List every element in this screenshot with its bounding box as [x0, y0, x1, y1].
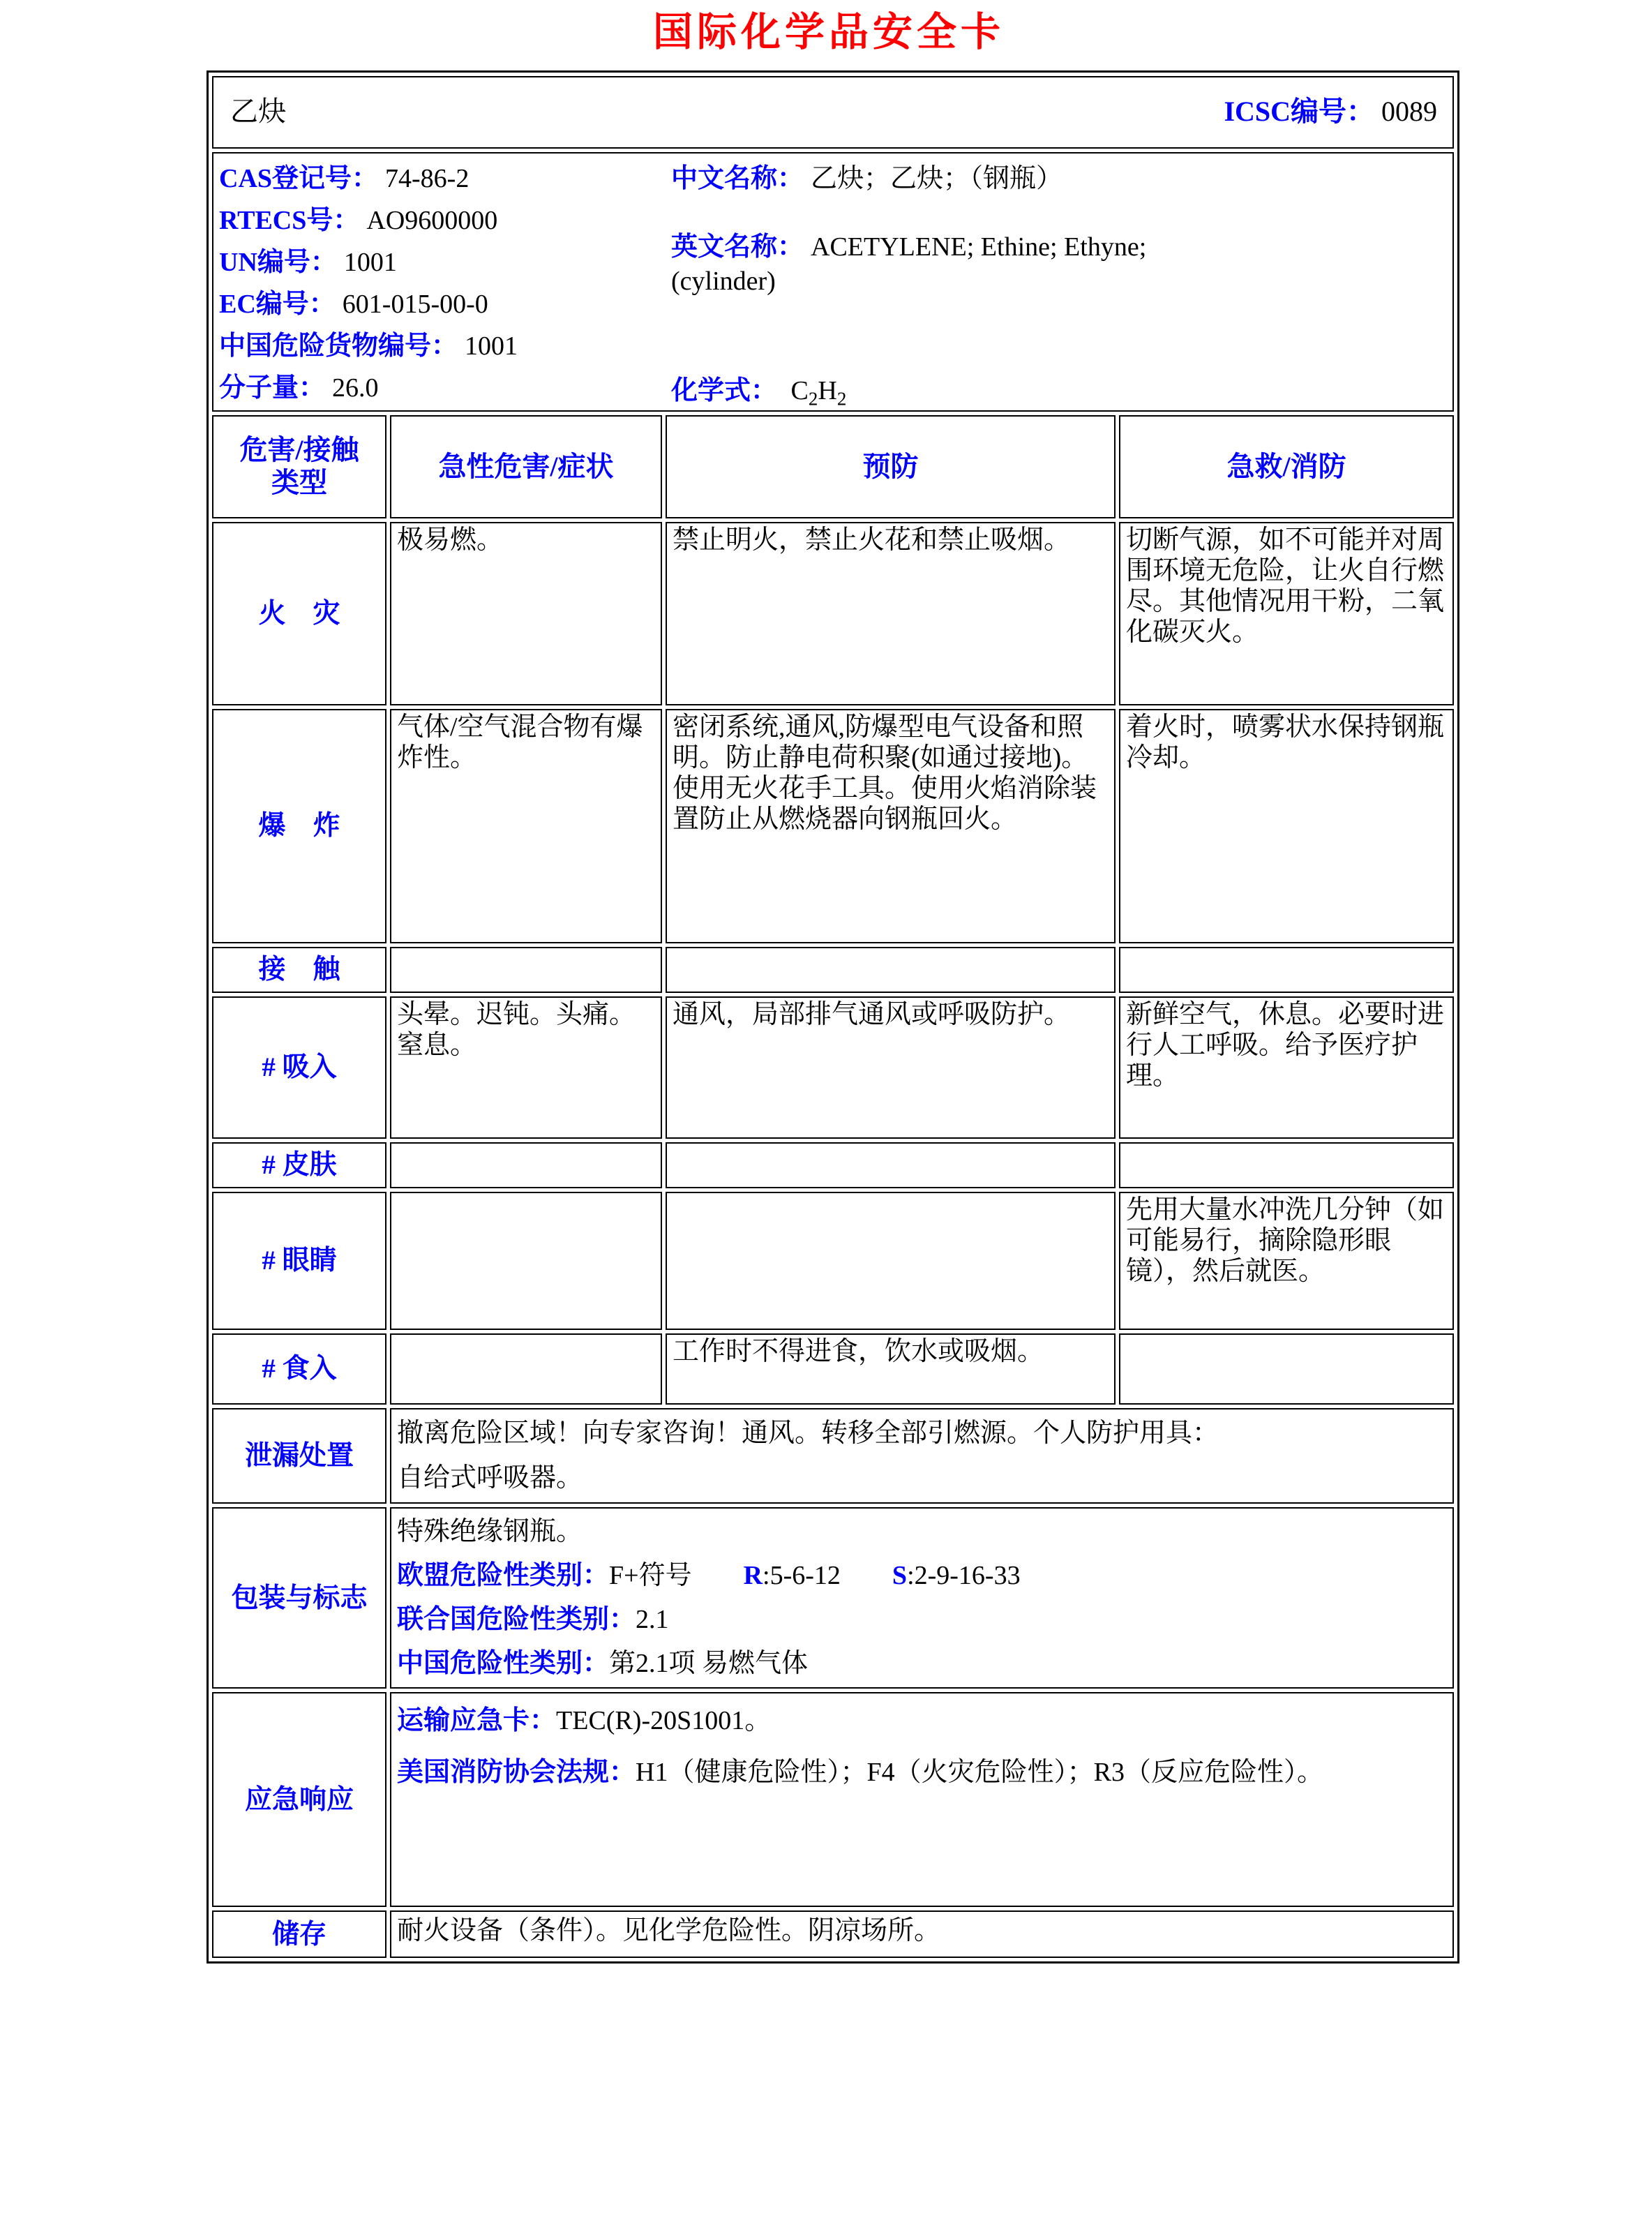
explosion-hazards-cell: 气体/空气混合物有爆炸性。: [390, 709, 662, 943]
chinese-name: 中文名称： 乙炔；乙炔；（钢瓶）: [671, 163, 1063, 193]
emergency-content: [390, 1692, 1454, 1907]
exposure-response-cell: [1119, 947, 1454, 993]
eyes-prevention-cell: [666, 1192, 1116, 1330]
storage-label: 储存: [212, 1910, 386, 1958]
row-explosion: [212, 709, 1454, 943]
packaging-eu-class: 欧盟危险性类别：F+符号 R:5-6-12 S:2-9-16-33: [397, 1561, 1021, 1591]
ingestion-prevention-cell: 工作时不得进食，饮水或吸烟。: [666, 1333, 1116, 1405]
header-prevention: 预防: [666, 415, 1116, 518]
identification-cell: [212, 152, 1454, 412]
icsc-number: ICSC编号： 0089: [1224, 96, 1438, 128]
emergency-nfpa: 美国消防协会法规：H1（健康危险性）；F4（火灾危险性）；R3（反应危险性）。: [397, 1758, 1323, 1788]
inhalation-hazards-cell: 头晕。迟钝。头痛。窒息。: [390, 996, 662, 1139]
fire-type-label: 火 灾: [212, 522, 386, 705]
icsc-label: ICSC编号：: [1224, 96, 1375, 128]
fire-response-cell: 切断气源，如不可能并对周围环境无危险，让火自行燃尽。其他情况用干粉，二氧化碳灭火。: [1119, 522, 1454, 705]
chemical-formula: 化学式： $C_2H_2$: [671, 375, 847, 410]
row-ingestion: [212, 1333, 1454, 1405]
identification-left-column: [219, 158, 671, 412]
row-skin: [212, 1142, 1454, 1188]
name-cell: [212, 76, 1454, 149]
fire-prevention-cell: 禁止明火，禁止火花和禁止吸烟。: [666, 522, 1116, 705]
row-fire: [212, 522, 1454, 705]
skin-hazards-cell: [390, 1142, 662, 1188]
rtecs-number: RTECS号： AO9600000: [219, 205, 498, 235]
explosion-type-label: 爆 炸: [212, 709, 386, 943]
china-dangerous-goods-number: 中国危险货物编号： 1001: [219, 331, 518, 361]
ec-number: EC编号： 601-015-00-0: [219, 289, 488, 319]
ingestion-hazards-cell: [390, 1333, 662, 1405]
spill-label: 泄漏处置: [212, 1408, 386, 1504]
eyes-hazards-cell: [390, 1192, 662, 1330]
fire-hazards-cell: 极易燃。: [390, 522, 662, 705]
substance-name: 乙炔: [230, 96, 286, 128]
page-title: 国际化学品安全卡: [653, 10, 1005, 54]
emergency-tec: 运输应急卡：TEC(R)-20S1001。: [397, 1706, 772, 1736]
row-inhalation: [212, 996, 1454, 1139]
skin-response-cell: [1119, 1142, 1454, 1188]
ingestion-type-label: # 食入: [212, 1333, 386, 1405]
english-name: 英文名称： ACETYLENE; Ethine; Ethyne; (cylinder): [671, 232, 1147, 297]
hazard-header-row: [212, 415, 1454, 518]
row-eyes: [212, 1192, 1454, 1330]
packaging-content: [390, 1507, 1454, 1689]
name-row: [212, 76, 1454, 149]
header-acute-hazards: 急性危害/症状: [390, 415, 662, 518]
storage-content: 耐火设备（条件）。见化学危险性。阴凉场所。: [390, 1910, 1454, 1958]
cas-number: CAS登记号： 74-86-2: [219, 163, 470, 193]
identification-right-column: [671, 158, 1447, 412]
identification-row: [212, 152, 1454, 412]
packaging-cylinder-note: 特殊绝缘钢瓶。: [397, 1517, 583, 1547]
exposure-prevention-cell: [666, 947, 1116, 993]
row-spill-disposal: [212, 1408, 1454, 1504]
emergency-label: 应急响应: [212, 1692, 386, 1907]
header-hazard-type: 危害/接触 类型: [212, 415, 386, 518]
row-packaging: [212, 1507, 1454, 1689]
exposure-type-label: 接 触: [212, 947, 386, 993]
inhalation-response-cell: 新鲜空气，休息。必要时进行人工呼吸。给予医疗护理。: [1119, 996, 1454, 1139]
molecular-weight: 分子量： 26.0: [219, 373, 379, 403]
packaging-un-class: 联合国危险性类别：2.1: [397, 1605, 669, 1635]
exposure-hazards-cell: [390, 947, 662, 993]
inhalation-type-label: # 吸入: [212, 996, 386, 1139]
spill-content: 撤离危险区域！向专家咨询！通风。转移全部引燃源。个人防护用具： 自给式呼吸器。: [390, 1408, 1454, 1504]
eyes-type-label: # 眼睛: [212, 1192, 386, 1330]
row-storage: [212, 1910, 1454, 1958]
inhalation-prevention-cell: 通风，局部排气通风或呼吸防护。: [666, 996, 1116, 1139]
explosion-response-cell: 着火时，喷雾状水保持钢瓶冷却。: [1119, 709, 1454, 943]
row-exposure: [212, 947, 1454, 993]
skin-type-label: # 皮肤: [212, 1142, 386, 1188]
un-number: UN编号： 1001: [219, 247, 397, 277]
eyes-response-cell: 先用大量水冲洗几分钟（如可能易行，摘除隐形眼镜），然后就医。: [1119, 1192, 1454, 1330]
ingestion-response-cell: [1119, 1333, 1454, 1405]
skin-prevention-cell: [666, 1142, 1116, 1188]
packaging-china-class: 中国危险性类别：第2.1项 易燃气体: [397, 1649, 809, 1679]
packaging-label: 包装与标志: [212, 1507, 386, 1689]
explosion-prevention-cell: 密闭系统,通风,防爆型电气设备和照明。防止静电荷积聚(如通过接地)。使用无火花手工具。使用火焰消除装置防止从燃烧器向钢瓶回火。: [666, 709, 1116, 943]
safety-card-table: [206, 70, 1459, 1964]
header-first-aid: 急救/消防: [1119, 415, 1454, 518]
row-emergency-response: [212, 1692, 1454, 1907]
